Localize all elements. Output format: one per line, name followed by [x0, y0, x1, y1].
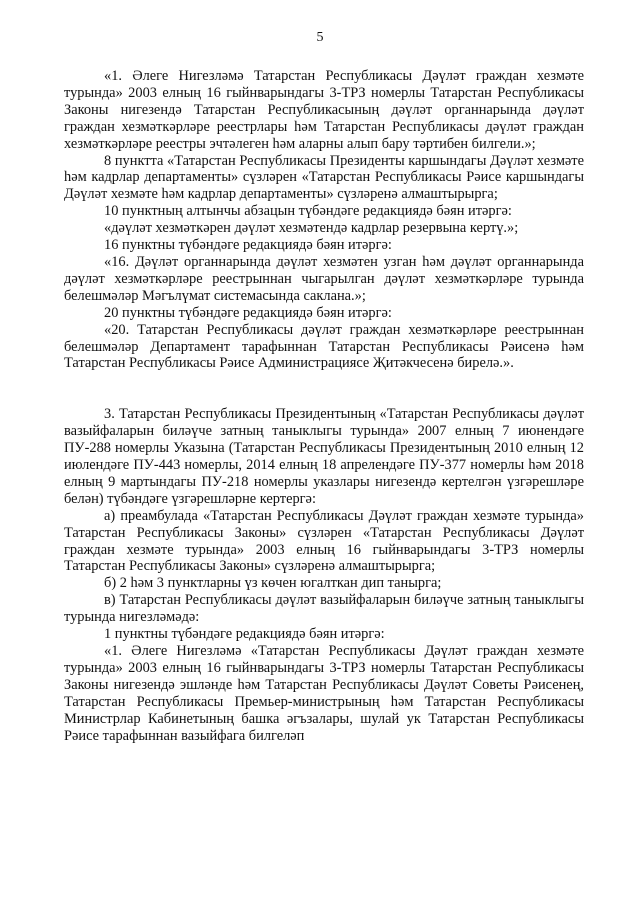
paragraph-subitem-v: в) Татарстан Республикасы дәүләт вазыйфаларын биләүче затның таныклыгы турында нигезләмәдә: — [64, 592, 584, 626]
document-body — [64, 68, 584, 744]
page-number: 5 — [316, 30, 324, 45]
paragraph-item-20-text: «20. Татарстан Республикасы дәүләт граждан хезмәткәрләре реестрыннан белешмәләр Департамент тарафыннан Татарстан Республикасы Рәисенә һәм Татарстан Республикасы Рәисе Администрациясе Җитәкчесенә бирелә.». — [64, 321, 584, 372]
paragraph-subitem-b: б) 2 һәм 3 пунктларны үз көчен югалткан дип танырга; — [104, 575, 442, 592]
paragraph-item-1: 1 пунктны түбәндәге редакциядә бәян итәргә: — [104, 626, 385, 643]
paragraph-1-1: «1. Әлеге Нигезләмә Татарстан Республикасы Дәүләт граждан хезмәте турында» 2003 елның 16 гыйнварындагы 3-ТРЗ номерлы Татарстан Республикасы Законы нигезендә Татарстан Республикасының дәүләт органнарында дәүләт граждан хезмәткәрләре реестрлары һәм Татарстан Республикасы дәүләт граждан хезмәткәрләре реестры эчтәлеген һәм аларны алып бару тәртибен билгели.»; — [64, 68, 584, 152]
paragraph-section-3: 3. Татарстан Республикасы Президентының «Татарстан Республикасы дәүләт вазыйфаларын биләүче затның таныклыгы турында» 2007 елның 7 июнендәге ПУ-288 номерлы Указына (Татарстан Республикасы Президентының 2010 елның 12 июлендәге ПУ-443 номерлы, 2014 елның 18 апрелендәге ПУ-377 номерлы һәм 2018 елның 9 мартындагы ПУ-218 номерлы указлары нигезендә кертелгән үзгәрешләре белән) түбәндәге үзгәрешләрне кертергә: — [64, 406, 584, 507]
paragraph-item-16: 16 пунктны түбәндәге редакциядә бәян итәргә: — [104, 237, 392, 254]
section-gap — [64, 372, 584, 406]
paragraph-item-1-text: «1. Әлеге Нигезләмә «Татарстан Республикасы Дәүләт граждан хезмәте турында» 2003 елның 16 гыйнварындагы 3-ТРЗ номерлы Татарстан Республикасы Законы нигезендә эшләнде һәм Татарстан Республикасы Дәүләт Советы Рәисенең, Татарстан Республикасы Премьер-министрының һәм Татарстан Республикасы Министрлар Кабинетының башка әгъзалары, шулай ук Татарстан Республикасы Рәисе тарафыннан вазыйфага билгеләп — [64, 643, 584, 744]
paragraph-subitem-a: а) преамбулада «Татарстан Республикасы Дәүләт граждан хезмәте турында» Татарстан Республикасы Законы» сүзләрен «Татарстан Республикасы Дәүләт граждан хезмәте турында» 2003 елның 16 гыйнварындагы 3-ТРЗ номерлы Татарстан Республикасы Законы» сүзләренә алмаштырырга; — [64, 507, 584, 575]
paragraph-item-10-text: «дәүләт хезмәткәрен дәүләт хезмәтендә кадрлар резервына кертү.»; — [104, 220, 519, 237]
paragraph-item-16-text: «16. Дәүләт органнарында дәүләт хезмәтен узган һәм дәүләт органнарында дәүләт хезмәткәрләре реестрыннан чыгарылган дәүләт хезмәткәрләре турында белешмәләр Мәгълүмат системасында саклана.»; — [64, 253, 584, 304]
paragraph-item-8: 8 пунктта «Татарстан Республикасы Президенты каршындагы Дәүләт хезмәте һәм кадрлар департаменты» сүзләрен «Татарстан Республикасы Рәисе каршындагы Дәүләт хезмәте һәм кадрлар департаменты» сүзләренә алмаштырырга; — [64, 152, 584, 203]
paragraph-item-20: 20 пунктны түбәндәге редакциядә бәян итәргә: — [104, 304, 392, 321]
paragraph-item-10: 10 пунктның алтынчы абзацын түбәндәге редакциядә бәян итәргә: — [104, 203, 512, 220]
